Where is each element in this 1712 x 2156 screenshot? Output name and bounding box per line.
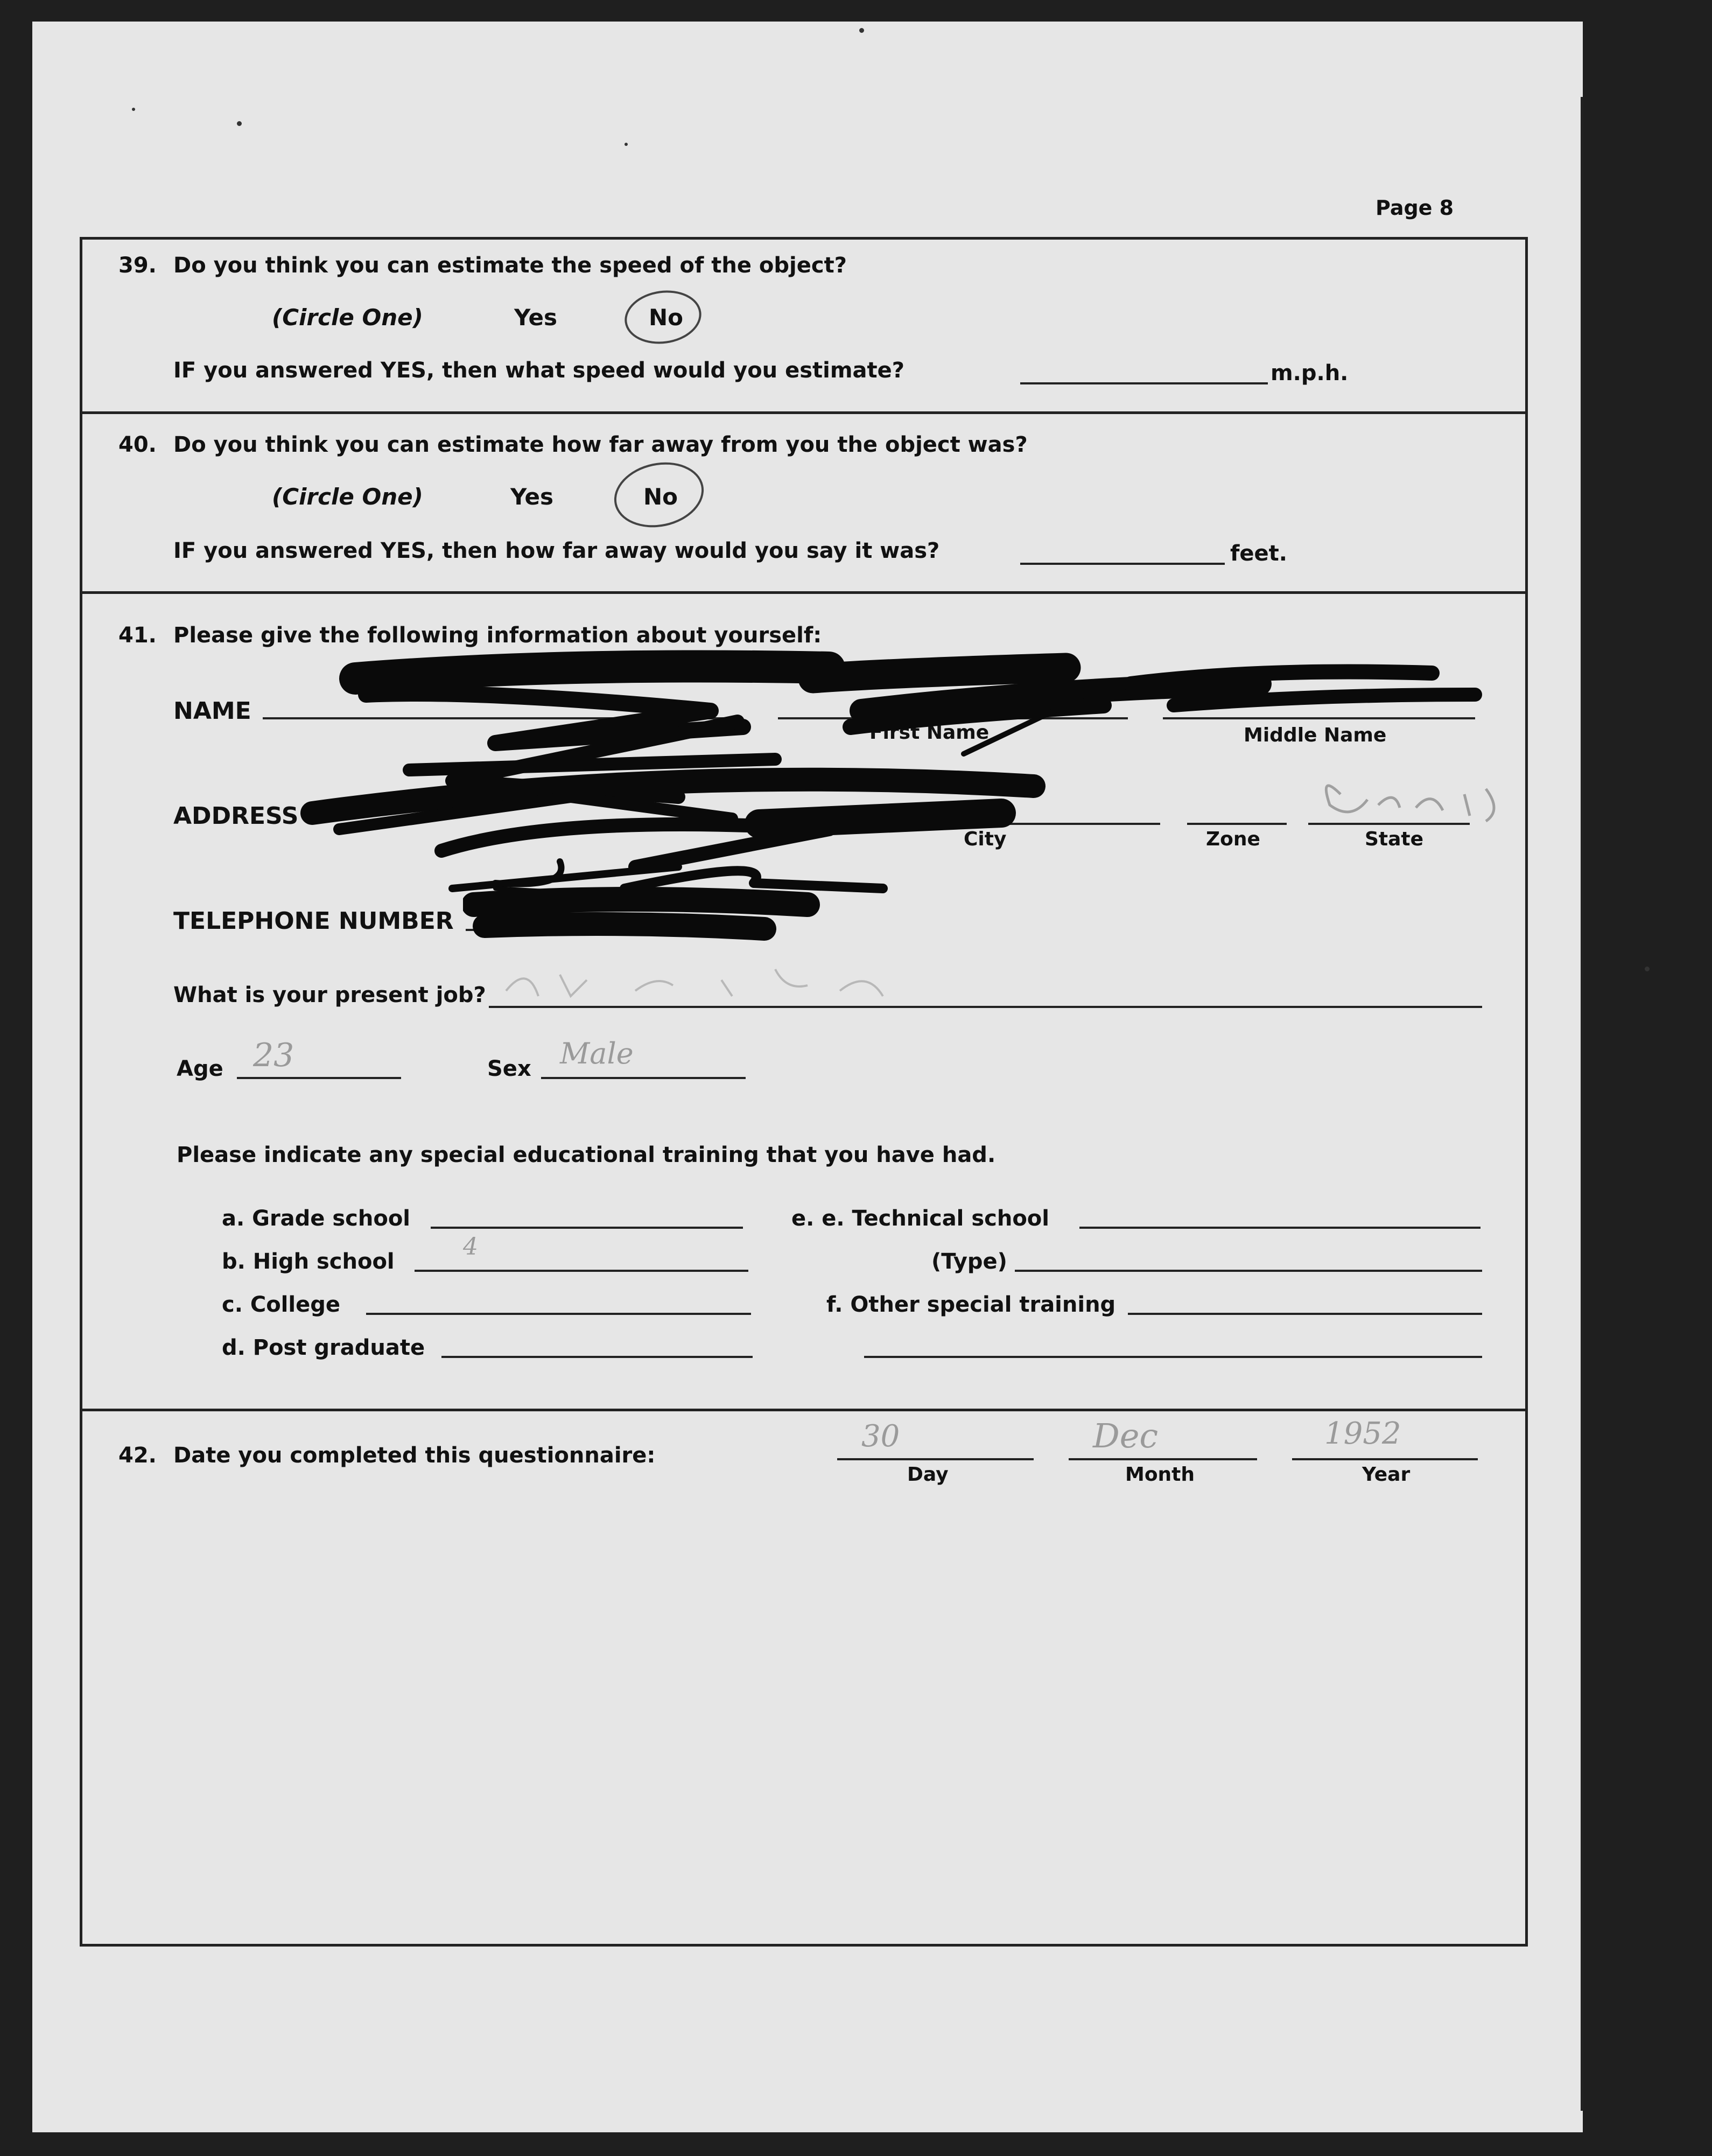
section-divider xyxy=(80,411,1528,414)
month-handwritten: Dec xyxy=(1093,1416,1159,1455)
month-caption: Month xyxy=(1125,1464,1195,1486)
scan-speck xyxy=(625,143,628,146)
q39-followup: IF you answered YES, then what speed would you estimate? xyxy=(173,358,904,383)
day-caption: Day xyxy=(907,1464,949,1486)
sex-line[interactable] xyxy=(541,1077,746,1079)
page-number: Page 8 xyxy=(1376,196,1454,220)
question-40-text: Do you think you can estimate how far away from you the object was? xyxy=(173,432,1028,457)
other-training-line-2[interactable] xyxy=(864,1356,1482,1358)
q39-circle-instruction: (Circle One) xyxy=(272,304,423,331)
state-caption: State xyxy=(1365,828,1424,850)
q39-speed-input-line[interactable] xyxy=(1020,382,1268,384)
address-label: ADDRESS xyxy=(173,802,299,830)
post-graduate-label: d. Post graduate xyxy=(222,1335,425,1360)
q40-no-option[interactable]: No xyxy=(643,484,678,510)
q40-distance-input-line[interactable] xyxy=(1020,563,1225,565)
type-label: (Type) xyxy=(931,1249,1007,1274)
section-divider xyxy=(80,591,1528,594)
scan-speck xyxy=(132,108,135,111)
month-line[interactable] xyxy=(1069,1458,1257,1460)
grade-school-line[interactable] xyxy=(431,1227,743,1229)
technical-school-line[interactable] xyxy=(1079,1227,1481,1229)
question-39-text: Do you think you can estimate the speed of the object? xyxy=(173,253,847,278)
sex-label: Sex xyxy=(487,1056,531,1081)
year-line[interactable] xyxy=(1292,1458,1478,1460)
age-handwritten: 23 xyxy=(253,1037,294,1074)
q39-unit: m.p.h. xyxy=(1271,361,1349,386)
age-line[interactable] xyxy=(237,1077,401,1079)
q40-yes-option[interactable]: Yes xyxy=(510,484,554,510)
middle-name-caption: Middle Name xyxy=(1244,724,1387,746)
high-school-handwritten: 4 xyxy=(463,1233,478,1261)
q40-followup: IF you answered YES, then how far away would you say it was? xyxy=(173,538,940,563)
q40-circle-instruction: (Circle One) xyxy=(272,484,423,510)
job-handwriting-faint xyxy=(495,953,969,1007)
q39-no-option[interactable]: No xyxy=(649,304,684,331)
question-39-number: 39. xyxy=(118,253,157,278)
scan-speck xyxy=(1645,967,1650,971)
name-label: NAME xyxy=(173,697,251,725)
first-name-caption: First Name xyxy=(869,722,990,744)
scan-speck xyxy=(237,121,242,126)
question-41-prompt: Please give the following information about yourself: xyxy=(173,623,822,648)
city-caption: City xyxy=(964,828,1007,850)
age-label: Age xyxy=(177,1056,223,1081)
job-label: What is your present job? xyxy=(173,983,486,1007)
redaction-telephone xyxy=(463,883,829,948)
college-line[interactable] xyxy=(366,1313,751,1315)
section-divider xyxy=(80,1409,1528,1411)
year-caption: Year xyxy=(1362,1464,1411,1486)
high-school-line[interactable] xyxy=(415,1270,748,1272)
college-label: c. College xyxy=(222,1292,340,1317)
question-42-text: Date you completed this questionnaire: xyxy=(173,1443,656,1468)
other-training-label: f. Other special training xyxy=(826,1292,1116,1317)
q39-yes-option[interactable]: Yes xyxy=(514,304,558,331)
question-40-number: 40. xyxy=(118,432,157,457)
day-line[interactable] xyxy=(837,1458,1034,1460)
training-prompt: Please indicate any special educational training that you have had. xyxy=(177,1143,996,1167)
day-handwritten: 30 xyxy=(861,1419,900,1454)
high-school-label: b. High school xyxy=(222,1249,395,1274)
scan-speck xyxy=(859,28,864,33)
type-line[interactable] xyxy=(1015,1270,1482,1272)
page-edge-rule xyxy=(1581,97,1583,2111)
technical-school-label: e. e. Technical school xyxy=(791,1206,1049,1231)
zone-caption: Zone xyxy=(1206,828,1260,850)
question-42-number: 42. xyxy=(118,1443,157,1468)
post-graduate-line[interactable] xyxy=(441,1356,753,1358)
question-41-number: 41. xyxy=(118,623,157,648)
q40-unit: feet. xyxy=(1230,541,1287,566)
state-handwriting-faint xyxy=(1308,767,1534,832)
year-handwritten: 1952 xyxy=(1324,1416,1401,1451)
grade-school-label: a. Grade school xyxy=(222,1206,411,1231)
other-training-line[interactable] xyxy=(1128,1313,1482,1315)
sex-handwritten: Male xyxy=(560,1037,634,1070)
telephone-label: TELEPHONE NUMBER xyxy=(173,907,454,935)
